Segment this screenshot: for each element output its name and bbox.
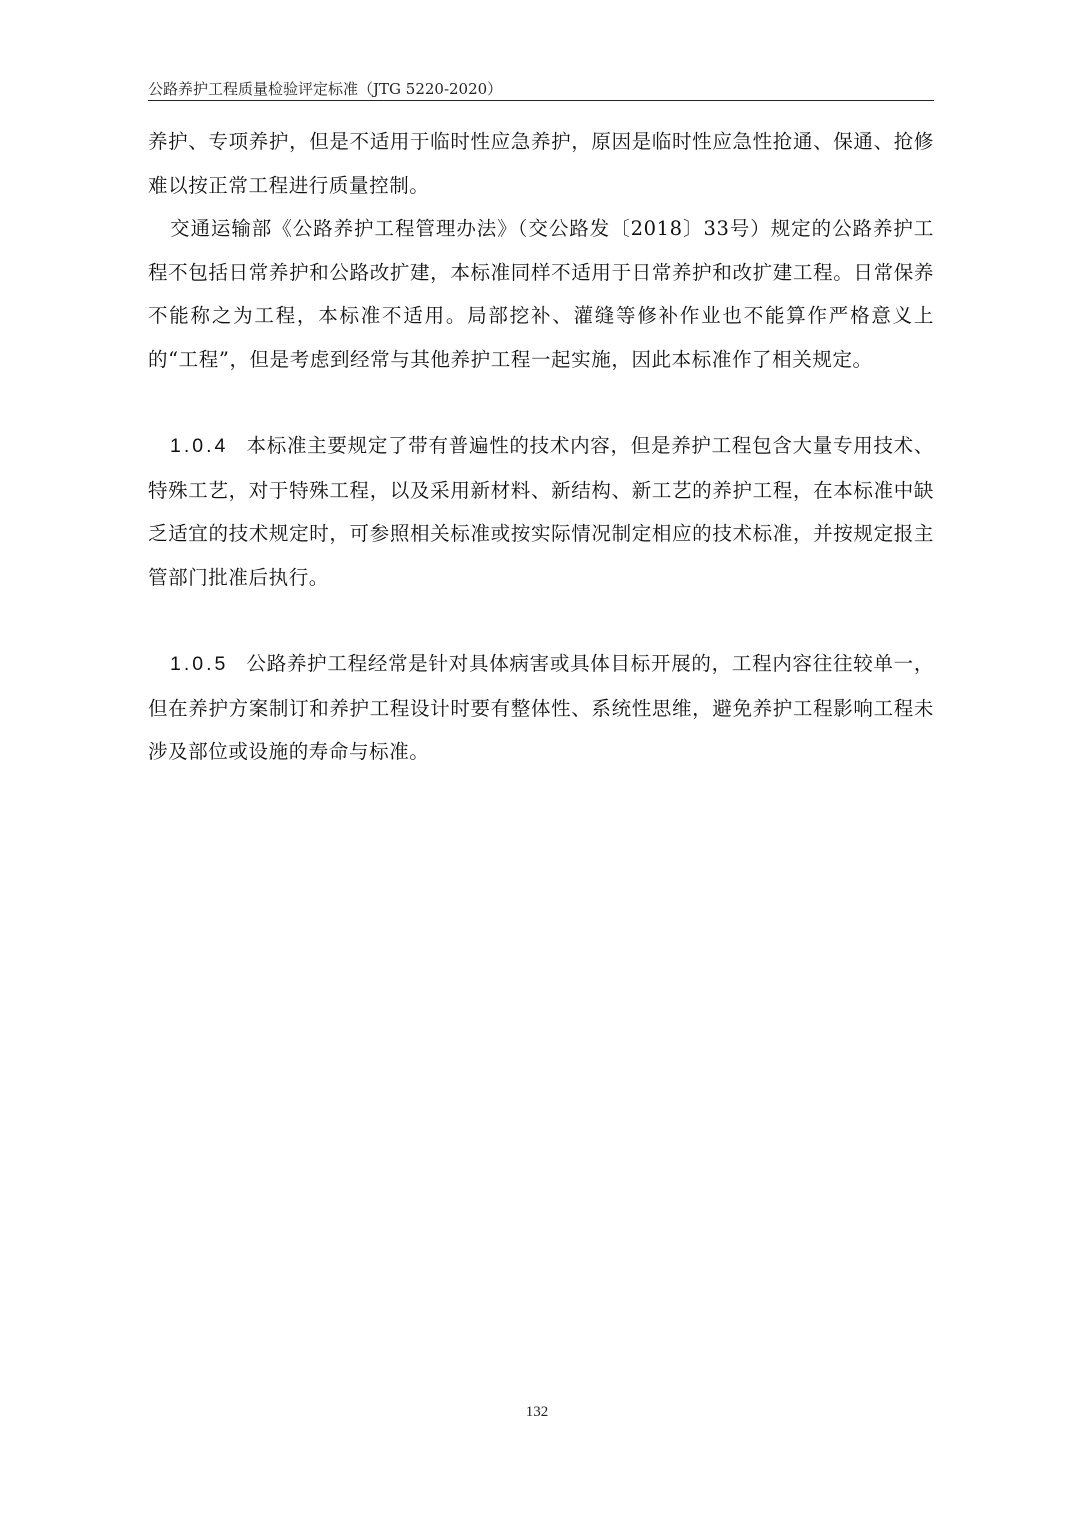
clause-text: 本标准主要规定了带有普遍性的技术内容，但是养护工程包含大量专用技术、特殊工艺，对于特殊工程，以及采用新材料、新结构、新工艺的养护工程，在本标准中缺乏适宜的技术规定时，可参照相关标准或按实际情况制定相应的技术标准，并按规定报主管部门批准后执行。 (148, 434, 934, 589)
clause-1-0-5 (148, 642, 934, 774)
paragraph-continuation: 养护、专项养护，但是不适用于临时性应急养护，原因是临时性应急性抢通、保通、抢修难以按正常工程进行质量控制。 (148, 130, 934, 197)
running-header: 公路养护工程质量检验评定标准（JTG 5220-2020） (148, 78, 934, 101)
clause-number: 1.0.5 (170, 653, 229, 675)
page-number: 132 (525, 1404, 549, 1420)
clause-text: 公路养护工程经常是针对具体病害或具体目标开展的，工程内容往往较单一，但在养护方案制订和养护工程设计时要有整体性、系统性思维，避免养护工程影响工程未涉及部位或设施的寿命与标准。 (148, 652, 934, 763)
paragraph-regulation-note: 交通运输部《公路养护工程管理办法》（交公路发〔2018〕33号）规定的公路养护工程不包括日常养护和公路改扩建，本标准同样不适用于日常养护和改扩建工程。日常保养不能称之为工程，本标准不适用。局部挖补、灌缝等修补作业也不能算作严格意义上的“工程”，但是考虑到经常与其他养护工程一起实施，因此本标准作了相关规定。 (148, 217, 934, 371)
clause-1-0-4 (148, 424, 934, 599)
body-text (148, 120, 934, 774)
clause-number: 1.0.4 (170, 435, 229, 457)
